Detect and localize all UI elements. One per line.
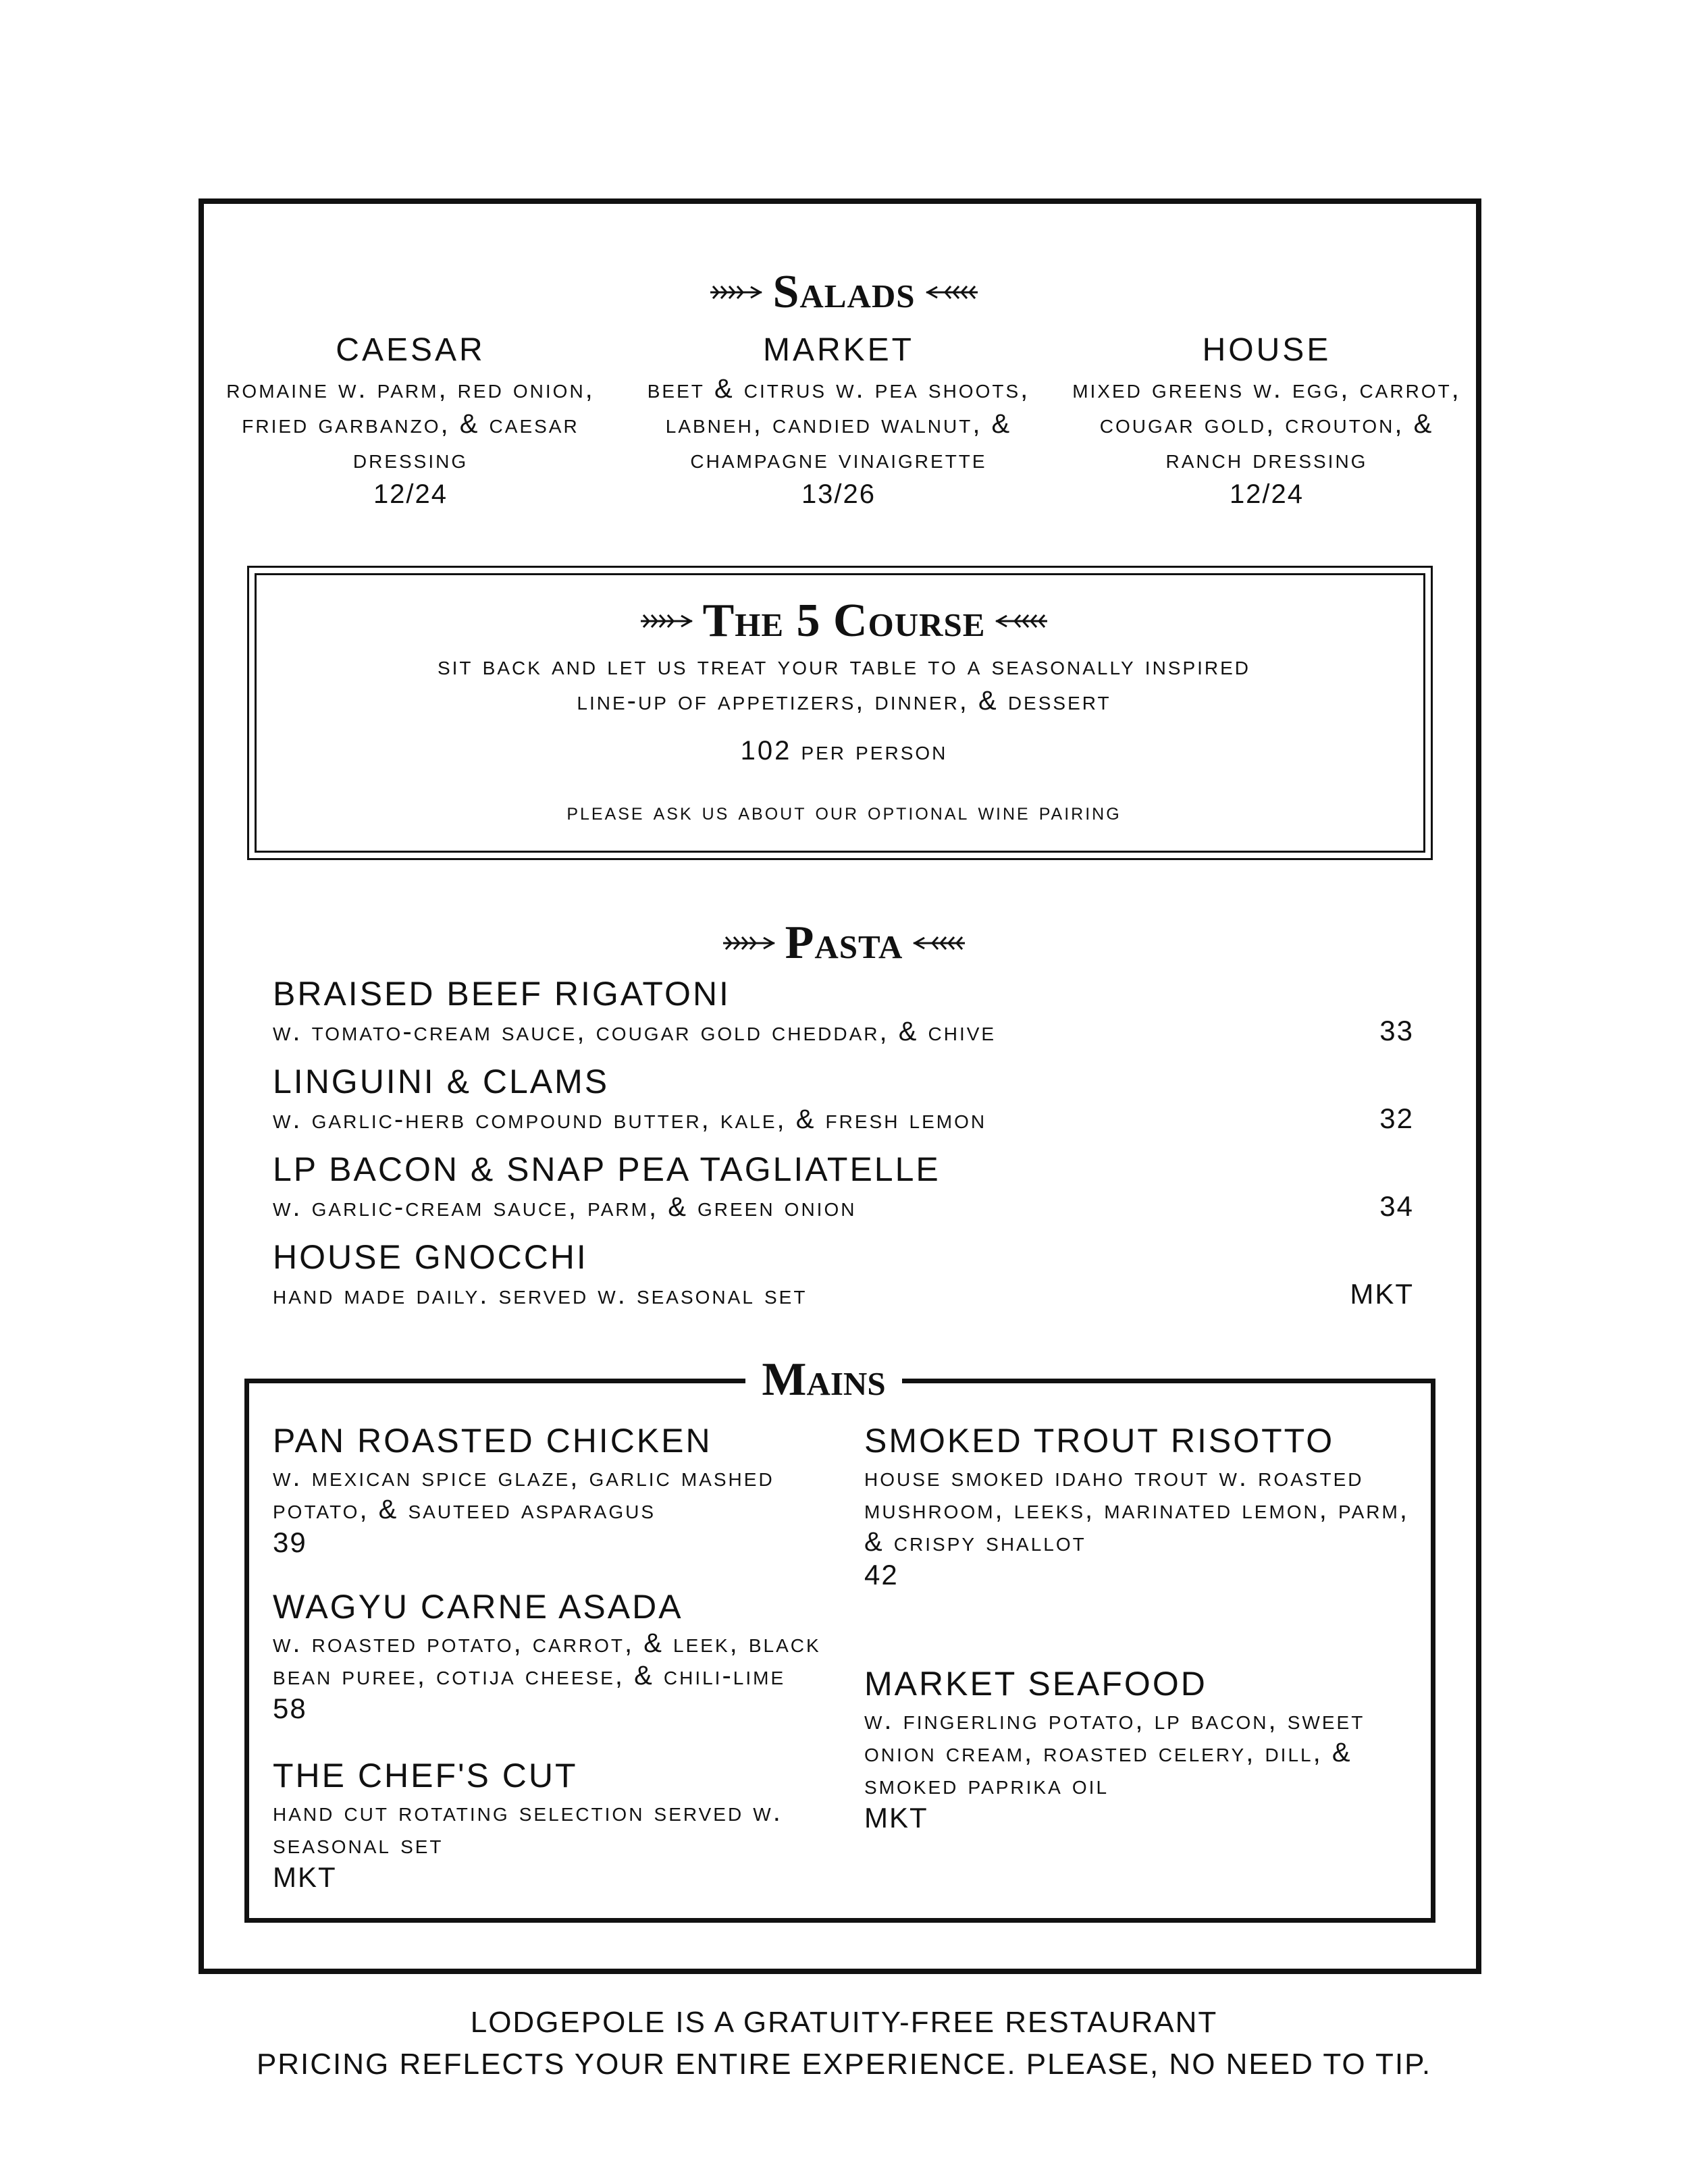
pasta-price: MKT	[1350, 1278, 1414, 1310]
arrow-right-icon	[722, 933, 776, 953]
pasta-row	[273, 1190, 1414, 1224]
salad-price: 13/26	[801, 479, 876, 509]
salad-item	[201, 329, 620, 512]
pasta-name: LINGUINI & CLAMS	[273, 1063, 610, 1100]
main-name: SMOKED TROUT RISOTTO	[864, 1422, 1335, 1460]
main-name: THE CHEF'S CUT	[273, 1757, 578, 1794]
pasta-name: HOUSE GNOCCHI	[273, 1238, 588, 1276]
salad-description: romaine w. parm, red onion, fried garbanzo, & caesar dressing	[226, 374, 595, 474]
pasta-row	[273, 1014, 1414, 1048]
main-price: 58	[273, 1693, 307, 1724]
five-course-line2: line-up of appetizers, dinner, & dessert	[577, 686, 1111, 716]
main-item	[273, 1420, 826, 1560]
five-course-title: The 5 Course	[702, 595, 986, 647]
arrow-left-icon	[925, 282, 979, 302]
main-description: house smoked idaho trout w. roasted mushroom, leeks, marinated lemon, parm, & crispy shallot	[864, 1462, 1409, 1557]
salads-title: Salads	[772, 266, 916, 318]
salad-description: beet & citrus w. pea shoots, labneh, candied walnut, & champagne vinaigrette	[647, 374, 1030, 474]
main-description: w. roasted potato, carrot, & leek, black bean puree, cotija cheese, & chili-lime	[273, 1628, 821, 1690]
salad-name: HOUSE	[1202, 332, 1331, 368]
pasta-row	[273, 1102, 1414, 1136]
pasta-heading	[0, 917, 1688, 969]
footer-gratuity-notice: LODGEPOLE IS A GRATUITY-FREE RESTAURANT	[470, 2006, 1218, 2039]
salad-description: mixed greens w. egg, carrot, cougar gold, crouton, & ranch dressing	[1072, 374, 1461, 474]
main-description: hand cut rotating selection served w. seasonal set	[273, 1797, 783, 1859]
footer-pricing-notice: PRICING REFLECTS YOUR ENTIRE EXPERIENCE. PLEASE, NO NEED TO TIP.	[256, 2048, 1432, 2081]
pasta-description: w. tomato-cream sauce, cougar gold cheddar, & chive	[273, 1017, 997, 1046]
salad-name: MARKET	[762, 332, 914, 368]
main-item	[273, 1587, 826, 1726]
salad-name: CAESAR	[336, 332, 485, 368]
pasta-item	[273, 974, 1414, 1048]
main-name: PAN ROASTED CHICKEN	[273, 1422, 712, 1460]
pasta-item	[273, 1237, 1414, 1312]
pasta-name: BRAISED BEEF RIGATONI	[273, 975, 731, 1013]
pasta-item	[273, 1149, 1414, 1224]
salad-item	[629, 329, 1048, 512]
main-price: 42	[864, 1559, 899, 1591]
pasta-price: 34	[1379, 1190, 1414, 1222]
salad-price: 12/24	[1229, 479, 1304, 509]
pasta-description: w. garlic-herb compound butter, kale, & fresh lemon	[273, 1104, 987, 1134]
arrow-left-icon	[912, 933, 966, 953]
main-description: w. mexican spice glaze, garlic mashed potato, & sauteed asparagus	[273, 1462, 774, 1524]
main-name: WAGYU CARNE ASADA	[273, 1588, 683, 1626]
main-name: MARKET SEAFOOD	[864, 1665, 1207, 1703]
pasta-title: Pasta	[785, 917, 903, 969]
pasta-price: 32	[1379, 1102, 1414, 1134]
five-course-heading	[0, 597, 1688, 645]
main-item	[864, 1420, 1418, 1592]
main-item	[273, 1755, 826, 1894]
pasta-item	[273, 1061, 1414, 1136]
salad-price: 12/24	[373, 479, 448, 509]
pasta-price: 33	[1379, 1015, 1414, 1046]
pasta-row	[273, 1277, 1414, 1312]
arrow-left-icon	[995, 611, 1049, 631]
main-price: 39	[273, 1526, 307, 1558]
main-description: w. fingerling potato, lp bacon, sweet onion cream, roasted celery, dill, & smoked paprika oil	[864, 1705, 1365, 1800]
five-course-note: please ask us about our optional wine pairing	[566, 797, 1122, 825]
mains-heading	[745, 1353, 902, 1407]
five-course-price: 102 per person	[740, 736, 948, 766]
salads-heading	[0, 266, 1688, 318]
pasta-description: w. garlic-cream sauce, parm, & green onion	[273, 1192, 857, 1222]
salad-item	[1057, 329, 1476, 512]
main-item	[864, 1663, 1418, 1835]
arrow-right-icon	[639, 611, 693, 631]
main-price: MKT	[864, 1802, 928, 1834]
arrow-right-icon	[709, 282, 763, 302]
mains-title: Mains	[762, 1354, 886, 1406]
pasta-name: LP BACON & SNAP PEA TAGLIATELLE	[273, 1150, 941, 1188]
main-price: MKT	[273, 1861, 337, 1893]
five-course-line1: sit back and let us treat your table to a seasonally inspired	[437, 651, 1251, 681]
pasta-description: hand made daily. served w. seasonal set	[273, 1280, 808, 1310]
